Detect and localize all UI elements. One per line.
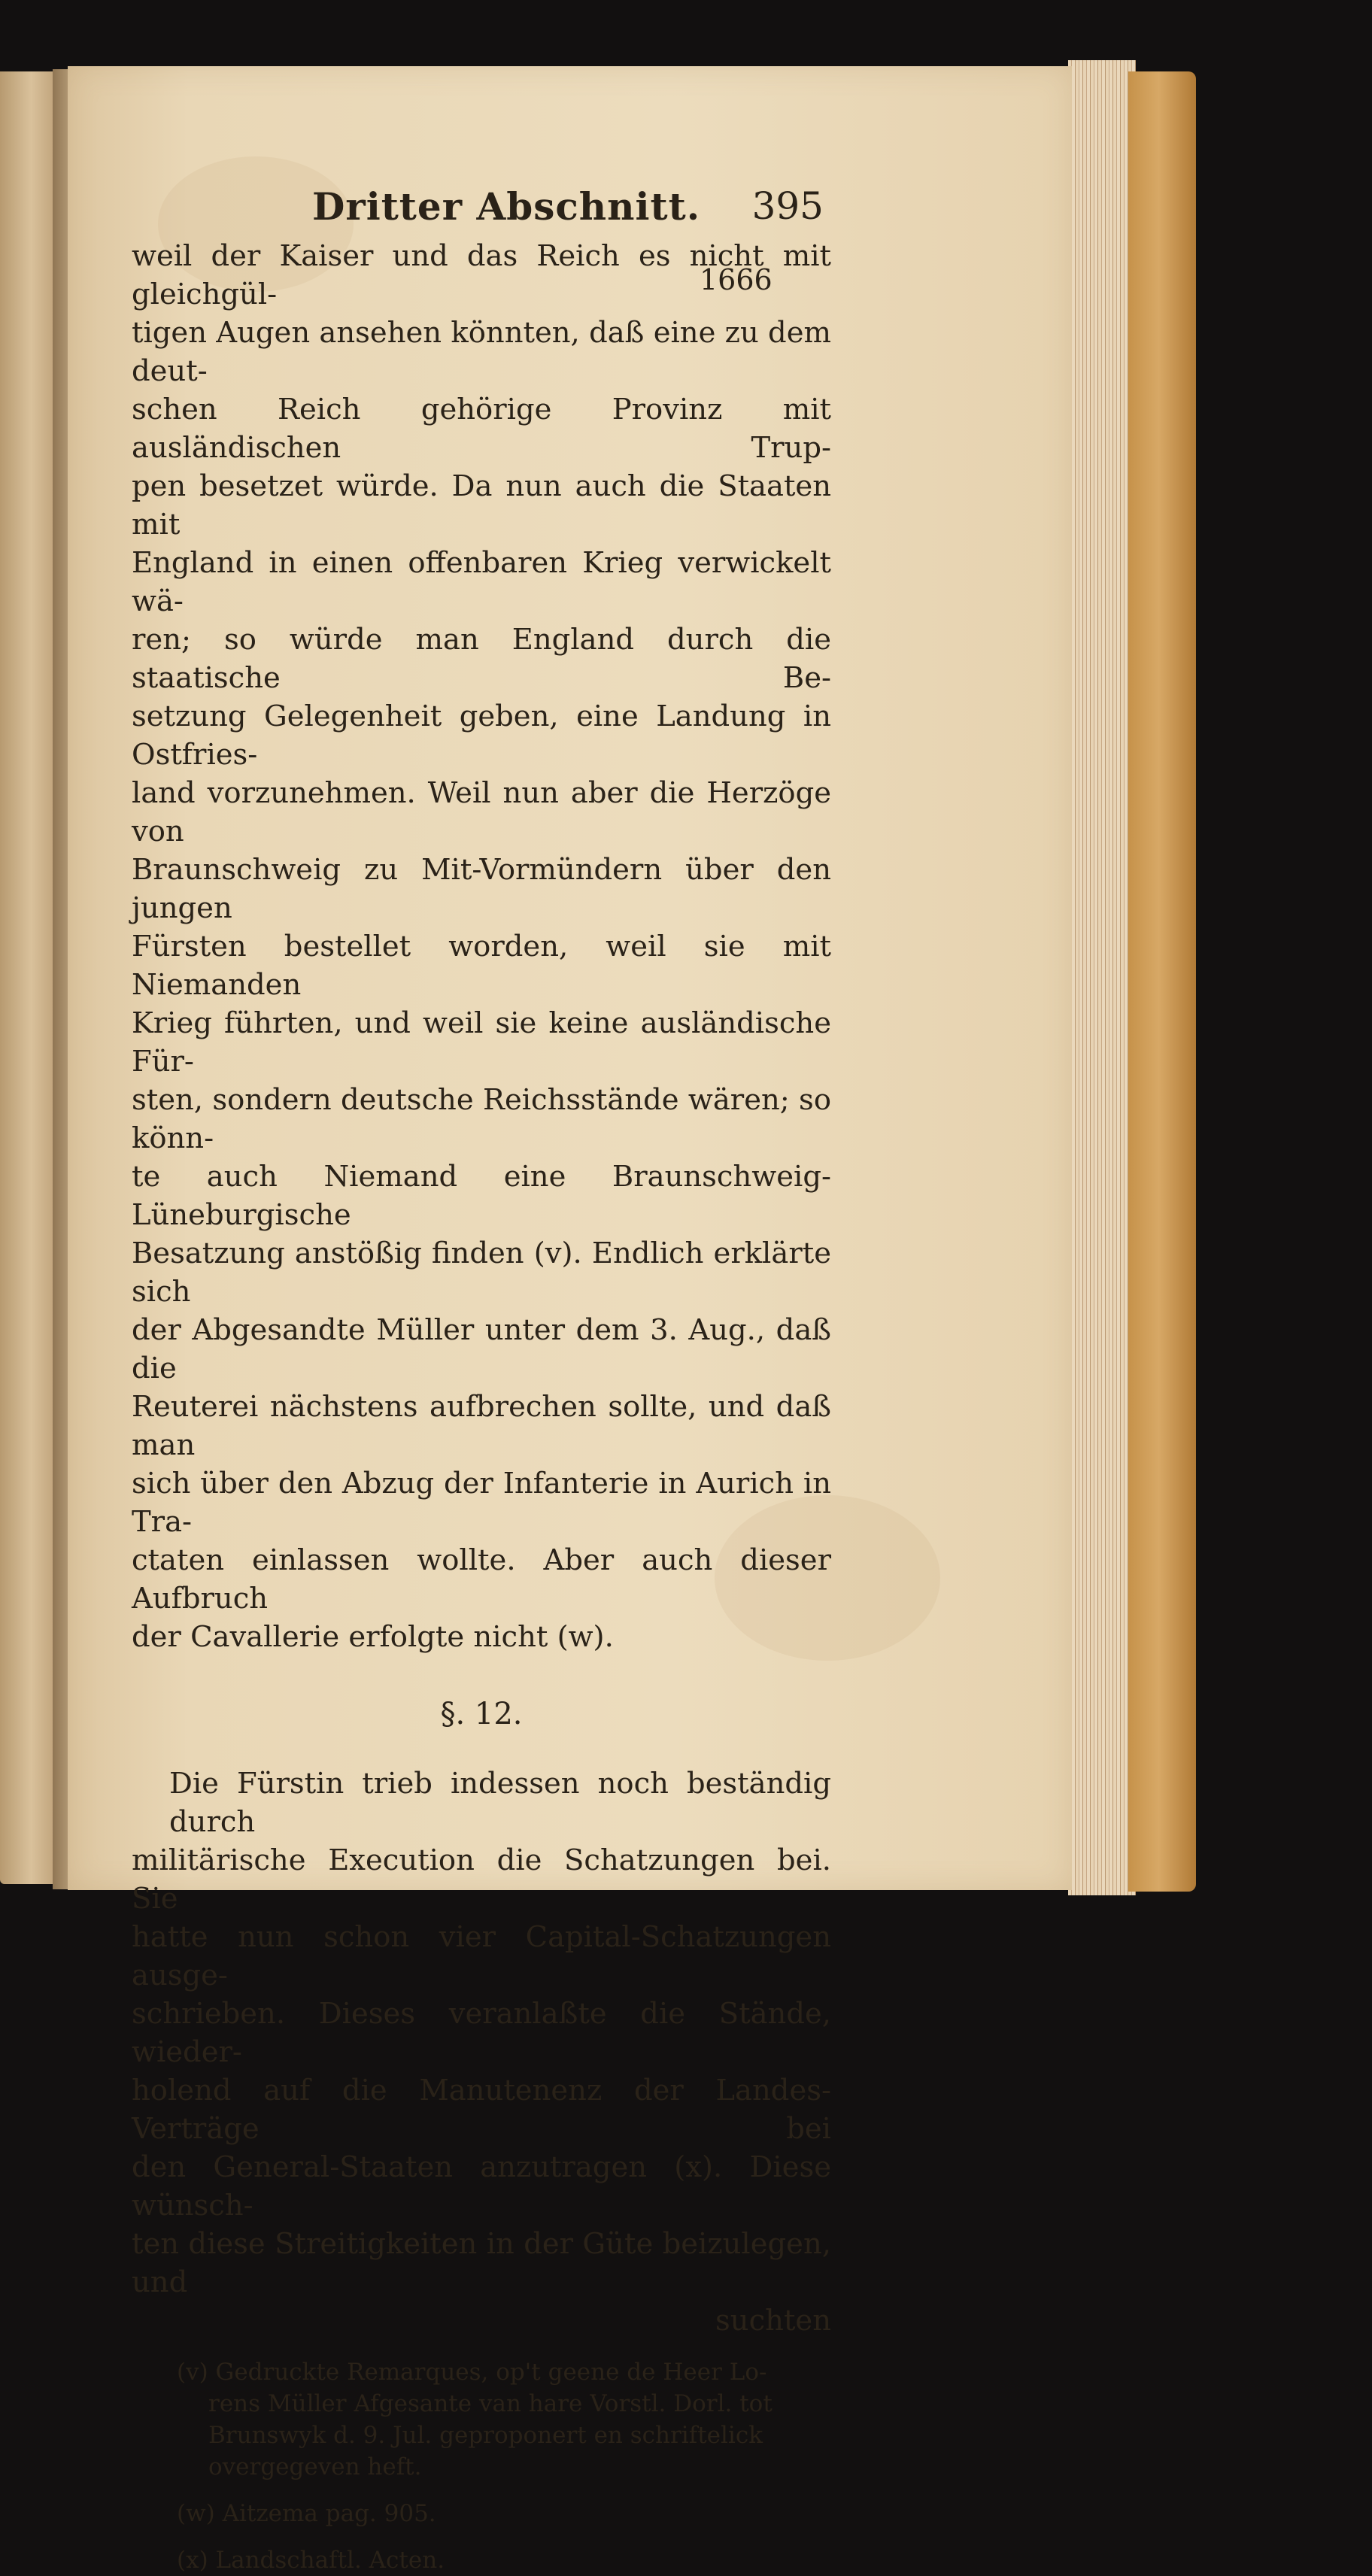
text-line: tigen Augen ansehen könnten, daß eine zu dem deut- xyxy=(132,316,831,388)
facing-page-edge xyxy=(0,71,56,1884)
page-stack-edge xyxy=(1068,60,1136,1895)
footnotes xyxy=(177,2356,831,2576)
text-line: land vorzunehmen. Weil nun aber die Herzöge von xyxy=(132,776,831,848)
footnote-line: (v) Gedruckte Remarques, op't geene de Heer Lo- xyxy=(177,2359,767,2386)
footnote-v xyxy=(177,2356,831,2483)
footnote-w: (w) Aitzema pag. 905. xyxy=(177,2500,436,2527)
text-line: Fürsten bestellet worden, weil sie mit Niemanden xyxy=(132,930,831,1002)
footnote-line: rens Müller Afgesante van hare Vorstl. Dorl. tot xyxy=(208,2390,773,2417)
text-line: schen Reich gehörige Provinz mit ausländischen Trup- xyxy=(132,393,831,465)
text-line: Krieg führten, und weil sie keine ausländische Für- xyxy=(132,1006,831,1079)
text-line: militärische Execution die Schatzungen bei. Sie xyxy=(132,1843,831,1916)
text-line: sich über den Abzug der Infanterie in Aurich in Tra- xyxy=(132,1467,831,1539)
text-line: schrieben. Dieses veranlaßte die Stände, wieder- xyxy=(132,1997,831,2069)
text-line: ten diese Streitigkeiten in der Güte beizulegen, und xyxy=(132,2227,831,2299)
page-header xyxy=(132,184,831,237)
text-line: den General-Staaten anzutragen (x). Diese wünsch- xyxy=(132,2150,831,2223)
footnote-x: (x) Landschaftl. Acten. xyxy=(177,2547,445,2574)
text-line: Die Fürstin trieb indessen noch beständig durch xyxy=(169,1767,831,1839)
footnote-line: overgegeven heft. xyxy=(208,2453,422,2480)
text-line: Besatzung anstößig finden (v). Endlich erklärte sich xyxy=(132,1236,831,1309)
text-line: der Abgesandte Müller unter dem 3. Aug., daß die xyxy=(132,1313,831,1385)
text-line: hatte nun schon vier Capital-Schatzungen ausge- xyxy=(132,1920,831,1992)
book-cover-edge xyxy=(1128,71,1196,1892)
text-line: Reuterei nächstens aufbrechen sollte, und daß man xyxy=(132,1390,831,1462)
text-line: weil der Kaiser und das Reich es nicht mit gleichgül- xyxy=(132,239,831,311)
section-paragraph xyxy=(132,1764,831,2301)
text-line: ren; so würde man England durch die staatische Be- xyxy=(132,623,831,695)
footnote-line: Brunswyk d. 9. Jul. geproponert en schriftelick xyxy=(208,2422,763,2449)
text-line: Braunschweig zu Mit-Vormündern über den jungen xyxy=(132,853,831,925)
body-paragraph xyxy=(132,237,831,1656)
text-line: setzung Gelegenheit geben, eine Landung in Ostfries- xyxy=(132,699,831,772)
text-line: te auch Niemand eine Braunschweig-Lüneburgische xyxy=(132,1160,831,1232)
text-line: der Cavallerie erfolgte nicht (w). xyxy=(132,1620,614,1654)
text-line: holend auf die Manutenenz der Landes-Verträge bei xyxy=(132,2074,831,2146)
margin-year-note: 1666 xyxy=(700,263,773,296)
text-line: pen besetzet würde. Da nun auch die Staaten mit xyxy=(132,469,831,542)
text-line: sten, sondern deutsche Reichsstände wären; so könn- xyxy=(132,1083,831,1155)
page-text xyxy=(132,184,831,2576)
catchword: suchten xyxy=(715,2304,831,2338)
page-number: 395 xyxy=(751,184,824,228)
text-line: ctaten einlassen wollte. Aber auch dieser Aufbruch xyxy=(132,1543,831,1616)
section-heading: §. 12. xyxy=(440,1697,523,1731)
running-head: Dritter Abschnitt. xyxy=(312,184,701,229)
text-line: England in einen offenbaren Krieg verwickelt wä- xyxy=(132,546,831,618)
